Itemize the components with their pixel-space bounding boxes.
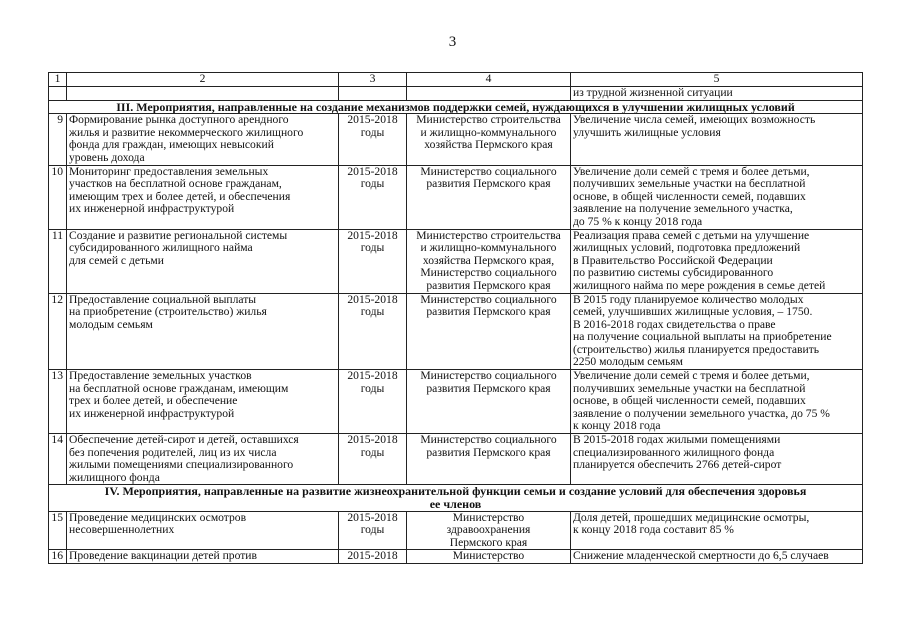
executor-line: и жилищно-коммунального bbox=[420, 241, 557, 255]
event-line: Мониторинг предоставления земельных bbox=[69, 165, 269, 178]
executor-cell bbox=[407, 511, 571, 550]
event-cell bbox=[67, 293, 339, 370]
table-row bbox=[49, 370, 863, 434]
period-line: 2015-2018 bbox=[347, 511, 398, 524]
event-line: участков на бесплатной основе гражданам, bbox=[69, 177, 282, 191]
section-title-line: IV. Мероприятия, направленные на развитие жизнеохранительной функции семьи и создание условий для обеспечения здоровья bbox=[104, 484, 807, 499]
header-cell: 3 bbox=[339, 73, 407, 87]
row-number: 15 bbox=[49, 511, 67, 550]
header-cell: 5 bbox=[571, 73, 863, 87]
period-line: годы bbox=[360, 177, 385, 191]
result-line: основе, в общей численности семей, подавших bbox=[573, 189, 806, 203]
result-cell bbox=[571, 550, 863, 564]
result-line: к концу 2018 года bbox=[573, 419, 661, 433]
event-line: жилищного фонда bbox=[69, 470, 160, 484]
result-cell bbox=[571, 434, 863, 485]
row-number: 11 bbox=[49, 229, 67, 293]
executor-line: Министерство bbox=[452, 511, 525, 524]
result-line: специализированного жилищного фонда bbox=[573, 445, 775, 459]
executor-cell bbox=[407, 293, 571, 370]
header-cell: 4 bbox=[407, 73, 571, 87]
period-line: 2015-2018 bbox=[347, 165, 398, 178]
event-line: на бесплатной основе гражданам, имеющим bbox=[69, 381, 289, 395]
period-line: годы bbox=[360, 305, 385, 319]
result-cell bbox=[571, 165, 863, 229]
period-cell bbox=[339, 114, 407, 165]
result-line: Увеличение числа семей, имеющих возможность bbox=[573, 113, 816, 127]
event-line: фонда для граждан, имеющих невысокий bbox=[69, 138, 274, 152]
executor-line: Министерство социального bbox=[420, 165, 557, 178]
result-line: В 2016-2018 годах свидетельства о праве bbox=[573, 317, 776, 331]
period-cell bbox=[339, 434, 407, 485]
event-line: Формирование рынка доступного арендного bbox=[69, 113, 289, 127]
event-line: Предоставление земельных участков bbox=[69, 369, 252, 383]
executor-line: развития Пермского края bbox=[426, 177, 551, 191]
result-line: семей, улучшивших жилищные условия, – 1750. bbox=[573, 305, 813, 319]
event-line: молодым семьям bbox=[69, 317, 153, 331]
result-line: к концу 2018 года составит 85 % bbox=[573, 523, 734, 537]
table-row bbox=[49, 434, 863, 485]
table-row bbox=[49, 550, 863, 564]
row-number: 9 bbox=[49, 114, 67, 165]
period-line: 2015-2018 bbox=[347, 113, 398, 127]
result-line: Увеличение доли семей с тремя и более детьми, bbox=[573, 369, 810, 383]
result-line: Реализация права семей с детьми на улучшение bbox=[573, 229, 810, 242]
result-line: заявление на получение земельного участка, bbox=[573, 202, 793, 216]
header-cell: 1 bbox=[49, 73, 67, 87]
row-number: 16 bbox=[49, 550, 67, 564]
event-line: их инженерной инфраструктурой bbox=[69, 406, 235, 420]
event-line: Предоставление социальной выплаты bbox=[69, 293, 257, 306]
table-row bbox=[49, 114, 863, 165]
row-number: 13 bbox=[49, 370, 67, 434]
result-line: Снижение младенческой смертности до 6,5 случаев bbox=[573, 549, 829, 563]
result-cell bbox=[571, 87, 863, 101]
event-cell bbox=[67, 114, 339, 165]
executor-line: Министерство социального bbox=[420, 266, 557, 280]
header-row bbox=[49, 73, 863, 87]
event-cell bbox=[67, 434, 339, 485]
result-line: В 2015-2018 годах жилыми помещениями bbox=[573, 433, 781, 447]
event-cell bbox=[67, 229, 339, 293]
event-line: Проведение вакцинации детей против bbox=[69, 549, 257, 563]
period-cell bbox=[339, 550, 407, 564]
result-line: получивших земельные участки на бесплатной bbox=[573, 381, 806, 395]
period-line: годы bbox=[360, 445, 385, 459]
executor-line: Министерство строительства bbox=[416, 229, 561, 242]
result-line: на получение социальной выплаты на приобретение bbox=[573, 330, 832, 344]
section-title bbox=[49, 100, 863, 114]
result-line: (строительство) жилья планируется предоставить bbox=[573, 342, 820, 356]
executor-line: Министерство строительства bbox=[416, 113, 561, 127]
event-line: уровень дохода bbox=[69, 150, 145, 164]
period-cell bbox=[339, 370, 407, 434]
executor-line: хозяйства Пермского края, bbox=[422, 253, 555, 267]
result-line: жилищного найма по мере рождения в семье детей bbox=[573, 278, 826, 292]
result-line: В 2015 году планируемое количество молодых bbox=[573, 293, 804, 306]
period-line: 2015-2018 bbox=[347, 229, 398, 242]
period-line: годы bbox=[360, 523, 385, 537]
event-line: трех и более детей, и обеспечение bbox=[69, 394, 238, 408]
section-title-line: III. Мероприятия, направленные на создание механизмов поддержки семей, нуждающихся в улучшении жилищных условий bbox=[116, 100, 795, 114]
header-cell: 2 bbox=[67, 73, 339, 87]
measures-table bbox=[48, 72, 863, 564]
row-number: 12 bbox=[49, 293, 67, 370]
event-line: жилыми помещениями специализированного bbox=[69, 458, 294, 472]
event-line: Создание и развитие региональной системы bbox=[69, 229, 288, 242]
executor-line: Министерство социального bbox=[420, 293, 557, 306]
period-line: 2015-2018 bbox=[347, 433, 398, 447]
result-line: 2250 молодым семьям bbox=[573, 355, 683, 369]
table-row bbox=[49, 293, 863, 370]
result-cell bbox=[571, 511, 863, 550]
result-line: в Правительство Российской Федерации bbox=[573, 253, 773, 267]
result-cell bbox=[571, 293, 863, 370]
event-line: жилья и развитие некоммерческого жилищного bbox=[69, 125, 304, 139]
event-line: имеющим трех и более детей, и обеспечения bbox=[69, 189, 291, 203]
period-line: годы bbox=[360, 125, 385, 139]
section-heading-row bbox=[49, 100, 863, 114]
executor-cell bbox=[407, 434, 571, 485]
executor-line: хозяйства Пермского края bbox=[424, 138, 553, 152]
result-line: основе, в общей численности семей, подавших bbox=[573, 394, 806, 408]
section-title bbox=[49, 485, 863, 511]
page-number: 3 bbox=[448, 34, 457, 50]
executor-cell bbox=[407, 550, 571, 564]
result-line: Доля детей, прошедших медицинские осмотры, bbox=[573, 511, 810, 524]
executor-cell bbox=[407, 114, 571, 165]
period-cell bbox=[339, 293, 407, 370]
result-line: получивших земельные участки на бесплатной bbox=[573, 177, 806, 191]
event-cell bbox=[67, 511, 339, 550]
section-title-line: ее членов bbox=[429, 497, 482, 511]
period-cell bbox=[339, 511, 407, 550]
continuation-row bbox=[49, 87, 863, 101]
event-cell bbox=[67, 165, 339, 229]
row-number: 14 bbox=[49, 434, 67, 485]
executor-line: развития Пермского края bbox=[426, 305, 551, 319]
executor-cell bbox=[407, 370, 571, 434]
row-number: 10 bbox=[49, 165, 67, 229]
period-line: годы bbox=[360, 241, 385, 255]
result-cell bbox=[571, 370, 863, 434]
executor-line: развития Пермского края bbox=[426, 381, 551, 395]
result-line: Увеличение доли семей с тремя и более детьми, bbox=[573, 165, 810, 178]
result-line: из трудной жизненной ситуации bbox=[573, 86, 733, 99]
event-cell bbox=[67, 550, 339, 564]
event-cell bbox=[67, 370, 339, 434]
period-cell bbox=[339, 229, 407, 293]
section-heading-row bbox=[49, 485, 863, 511]
result-line: улучшить жилищные условия bbox=[573, 125, 721, 139]
period-line: 2015-2018 bbox=[347, 293, 398, 306]
executor-line: развития Пермского края bbox=[426, 278, 551, 292]
table-row bbox=[49, 511, 863, 550]
executor-cell bbox=[407, 229, 571, 293]
executor-line: здравоохранения bbox=[446, 523, 531, 537]
executor-cell bbox=[407, 165, 571, 229]
event-line: для семей с детьми bbox=[69, 253, 164, 267]
period-cell bbox=[339, 165, 407, 229]
executor-line: развития Пермского края bbox=[426, 445, 551, 459]
executor-line: Пермского края bbox=[449, 535, 528, 549]
executor-line: Министерство bbox=[452, 549, 525, 563]
table-row bbox=[49, 165, 863, 229]
period-line: 2015-2018 bbox=[347, 369, 398, 383]
executor-line: Министерство социального bbox=[420, 369, 557, 383]
event-line: несовершеннолетних bbox=[69, 523, 175, 537]
event-line: субсидированного жилищного найма bbox=[69, 241, 253, 255]
result-line: по развитию системы субсидированного bbox=[573, 266, 774, 280]
result-line: до 75 % к концу 2018 года bbox=[573, 214, 703, 228]
event-line: на приобретение (строительство) жилья bbox=[69, 305, 267, 319]
table-row bbox=[49, 229, 863, 293]
result-cell bbox=[571, 229, 863, 293]
result-line: планируется обеспечить 2766 детей-сирот bbox=[573, 458, 782, 472]
period-line: годы bbox=[360, 381, 385, 395]
result-line: заявление о получении земельного участка, до 75 % bbox=[573, 406, 830, 420]
period-line: 2015-2018 bbox=[347, 549, 398, 563]
event-line: Обеспечение детей-сирот и детей, оставшихся bbox=[69, 433, 299, 447]
result-cell bbox=[571, 114, 863, 165]
executor-line: и жилищно-коммунального bbox=[420, 125, 557, 139]
result-line: жилищных условий, подготовка предложений bbox=[573, 241, 801, 255]
executor-line: Министерство социального bbox=[420, 433, 557, 447]
event-line: Проведение медицинских осмотров bbox=[69, 511, 247, 524]
event-line: без попечения родителей, лиц из их числа bbox=[69, 445, 277, 459]
event-line: их инженерной инфраструктурой bbox=[69, 202, 235, 216]
